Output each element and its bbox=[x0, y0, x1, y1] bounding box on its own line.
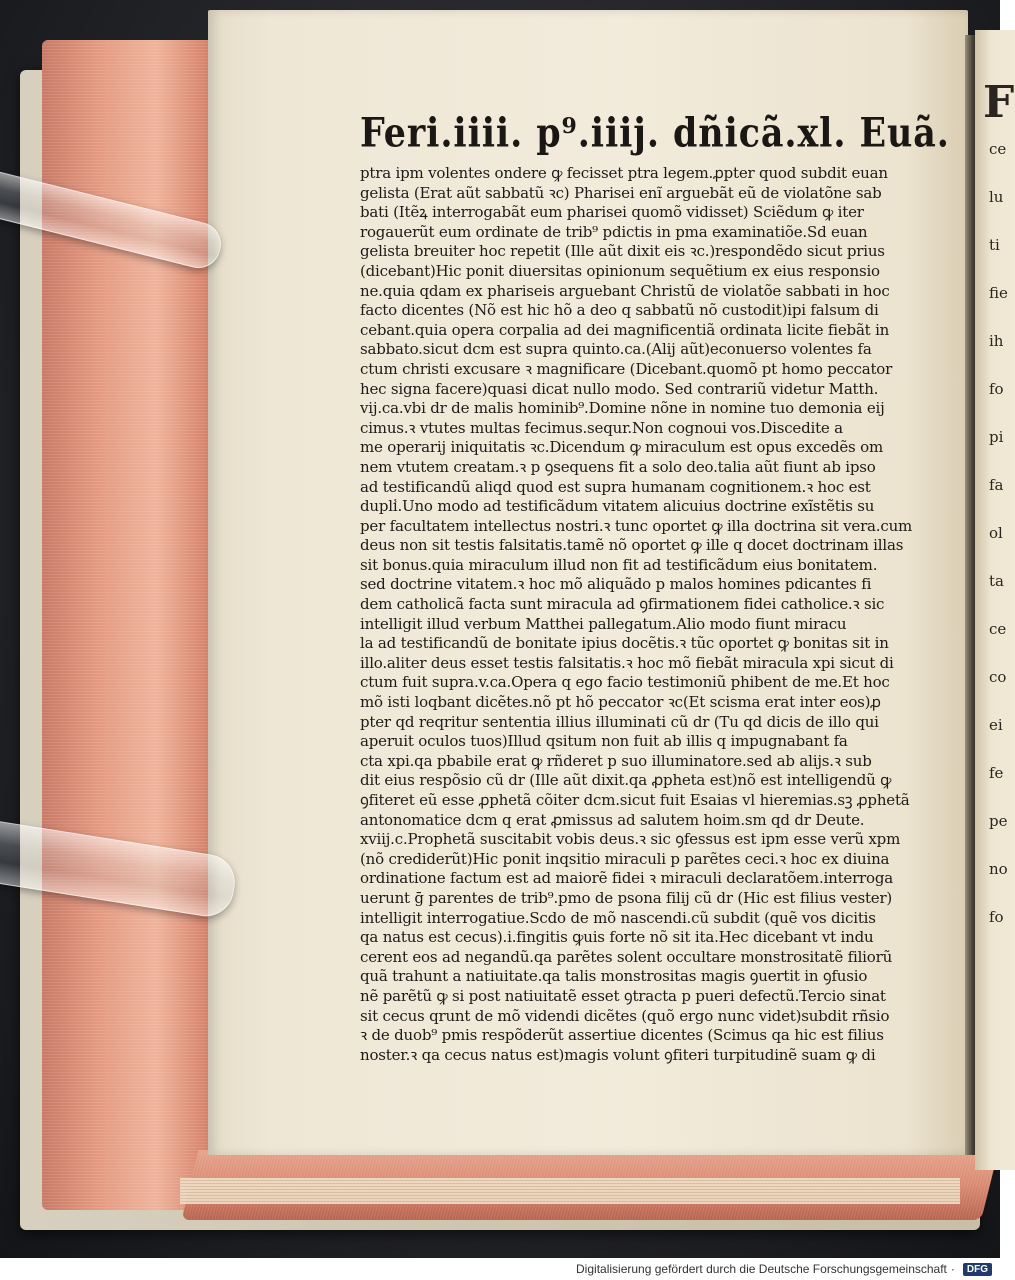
right-page-glyph: ei bbox=[989, 716, 1003, 734]
right-page-glyph: pi bbox=[989, 428, 1004, 446]
text-line: hec signa facere)quasi dicat nullo modo. Sed contrariũ videtur Matth. bbox=[360, 379, 879, 398]
footer-credit: Digitalisierung gefördert durch die Deutsche Forschungsgemeinschaft bbox=[576, 1262, 947, 1276]
dfg-logo[interactable]: DFG bbox=[963, 1263, 992, 1276]
text-line: aperuit oculos tuos)Illud qsitum non fuit ab illis q impugnabant fa bbox=[360, 732, 848, 751]
text-line: qa natus est cecus).i.fingitis ꝙuis forte nõ sit ita.Hec dicebant vt indu bbox=[360, 928, 874, 947]
text-line: ad testificandũ aliqd quod est supra humanam cognitionem.ꝛ hoc est bbox=[360, 477, 871, 496]
right-page-glyph: fo bbox=[989, 908, 1004, 926]
right-page-glyph: co bbox=[989, 668, 1007, 686]
footer-separator: · bbox=[950, 1262, 955, 1276]
text-line: dit eius respõsio cũ dr (Ille aũt dixit.qa ꝓpheta est)nõ est intelligendũ ꝙ bbox=[360, 771, 892, 790]
text-line: antonomatice dcm q erat ꝓmissus ad salutem hoim.sm qd dr Deute. bbox=[360, 810, 865, 829]
text-line: xviij.c.Prophetã suscitabit vobis deus.ꝛ sic ꝯfessus est ipm esse verũ xpm bbox=[360, 830, 901, 849]
text-line: gelista breuiter hoc repetit (Ille aũt dixit eis ꝛc.)respondẽdo sicut prius bbox=[360, 242, 885, 261]
text-line: sed doctrine vitatem.ꝛ hoc mõ aliquãdo p malos homines pdicantes fi bbox=[360, 575, 872, 594]
text-line: pter qd reqritur sententia illius illuminati cũ dr (Tu qd dicis de illo qui bbox=[360, 712, 879, 731]
right-page-glyph: no bbox=[989, 860, 1008, 878]
text-line: ptra ipm volentes ondere ꝙ fecisset ptra legem.ꝓpter quod subdit euan bbox=[360, 164, 888, 182]
right-page-glyph: ol bbox=[989, 524, 1003, 542]
text-line: rogauerũt eum ordinate de trib⁹ pdictis in pma examinatiõe.Sd euan bbox=[360, 222, 868, 241]
text-line: vij.ca.vbi dr de malis hominib⁹.Domine nõne in nomine tuo demonia eij bbox=[360, 399, 885, 418]
text-line: facto dicentes (Nõ est hic hõ a deo q sabbatũ nõ custodit)ipi falsum di bbox=[360, 301, 879, 320]
right-page-glyph: ih bbox=[989, 332, 1004, 350]
text-line: nem vtutem creatam.ꝛ p ꝯsequens fit a solo deo.talia aũt fiunt ab ipso bbox=[360, 457, 876, 476]
page-stack bbox=[180, 1178, 960, 1204]
text-line: per facultatem intellectus nostri.ꝛ tunc oportet ꝙ illa doctrina sit vera.cum bbox=[360, 516, 913, 535]
right-page-glyph: lu bbox=[989, 188, 1004, 206]
right-page-glyph: fie bbox=[989, 284, 1008, 302]
text-line: uerunt ḡ parentes de trib⁹.pmo de psona filij cũ dr (Hic est filius vester) bbox=[360, 888, 893, 907]
text-line: sabbato.sicut dcm est supra quinto.ca.(Alij aũt)econuerso volentes fa bbox=[360, 340, 872, 359]
text-line: sit bonus.quia miraculum illud non fit ad testificãdum eius bonitatem. bbox=[360, 555, 878, 574]
right-page-glyph: ce bbox=[989, 620, 1007, 638]
text-line: ctum christi excusare ꝛ magnificare (Dicebant.quomõ pt homo peccator bbox=[360, 359, 893, 378]
text-line: ꝛ de duob⁹ pmis respõderũt assertiue dicentes (Scimus qa hic est filius bbox=[360, 1026, 884, 1045]
text-line: cebant.quia opera corpalia ad dei magnificentiã ordinata licite fiebãt in bbox=[360, 320, 890, 339]
right-page-glyph: fa bbox=[989, 476, 1004, 494]
right-page-glyph: fo bbox=[989, 380, 1004, 398]
text-line: la ad testificandũ de bonitate ipius docẽtis.ꝛ tũc oportet ꝙ bonitas sit in bbox=[360, 634, 889, 653]
text-line: ne.quia qdam ex phariseis arguebant Christũ de violatõe sabbati in hoc bbox=[360, 281, 890, 300]
text-line: noster.ꝛ qa cecus natus est)magis volunt ꝯfiteri turpitudinẽ suam ꝙ di bbox=[360, 1045, 876, 1064]
right-page-sliver bbox=[975, 30, 1015, 1170]
text-line: ꝯfiteret eũ esse ꝓphetã cõiter dcm.sicut fuit Esaias vl hieremias.sꝫ ꝓphetã bbox=[360, 791, 910, 809]
text-line: dem catholicã facta sunt miracula ad ꝯfirmationem fidei catholice.ꝛ sic bbox=[360, 595, 885, 614]
text-line: mõ isti loqbant dicẽtes.nõ pt hõ peccator ꝛc(Et scisma erat inter eos)ꝓ bbox=[360, 693, 881, 712]
text-line: nẽ parẽtũ ꝙ si post natiuitatẽ esset ꝯtracta p pueri defectũ.Tercio sinat bbox=[360, 986, 886, 1005]
text-line: ordinatione factum est ad maiorẽ fidei ꝛ miraculi declaratõem.interroga bbox=[360, 869, 894, 888]
right-page-glyph: ce bbox=[989, 140, 1007, 158]
text-line: bati (Itẽꝝ interrogabãt eum pharisei quomõ vidisset) Sciẽdum ꝙ iter bbox=[360, 203, 864, 222]
right-page-glyph: ta bbox=[989, 572, 1004, 590]
text-line: cerent eos ad negandũ.qa parẽtes solent occultare monstrositatẽ filiorũ bbox=[360, 947, 893, 966]
page-text bbox=[360, 108, 950, 1065]
footer-bar bbox=[0, 1258, 1000, 1280]
text-line: illo.aliter deus esset testis falsitatis.ꝛ hoc mõ fiebãt miracula xpi sicut di bbox=[360, 653, 894, 672]
text-line: deus non sit testis falsitatis.tamẽ nõ oportet ꝙ ille q docet doctrinam illas bbox=[360, 536, 904, 555]
text-line: dupli̾.Uno modo ad testificãdum vitatem alicuius doctrine exĩstẽtis su bbox=[360, 497, 875, 516]
right-page-glyph: pe bbox=[989, 812, 1008, 830]
right-page-glyph: ti bbox=[989, 236, 1000, 254]
text-line: quã trahunt a natiuitate.qa talis monstrositas magis ꝯuertit in ꝯfusio bbox=[360, 967, 868, 986]
text-line: intelligit illud verbum Matthei pallegatum.Alio modo fiunt miracu bbox=[360, 614, 847, 633]
text-line: intelligit interrogatiue.Scdo de mõ nascendi.cũ subdit (quẽ vos dicitis bbox=[360, 908, 876, 927]
text-line: gelista (Erat aũt sabbatũ ꝛc) Pharisei enĩ arguebãt eũ de violatõne sab bbox=[360, 183, 882, 202]
text-line: ctum fuit supra.v.ca.Opera q ego facio testimoniũ phibent de me.Et hoc bbox=[360, 673, 890, 692]
text-line: (dicebant)Hic ponit diuersitas opinionum sequẽtium ex eius responsio bbox=[360, 261, 880, 280]
text-line: (nõ crediderũt)Hic ponit inqsitio miraculi p parẽtes ceci.ꝛ hoc ex diuina bbox=[360, 849, 890, 868]
body-text bbox=[360, 164, 950, 1065]
text-line: cta xpi.qa pbabile erat ꝙ rñderet p suo illuminatore.sed ab alijs.ꝛ sub bbox=[360, 751, 872, 770]
right-page-glyph: F bbox=[983, 77, 1015, 128]
right-page-glyph: fe bbox=[989, 764, 1004, 782]
text-line: cimus.ꝛ vtutes multas fecimus.sequr.Non cognoui vos.Discedite a bbox=[360, 418, 843, 437]
running-head: Feri.iiii. p⁹.iiij. dñicã.xl. Euã. bbox=[360, 108, 950, 157]
text-line: sit cecus qrunt de mõ videndi dicẽtes (quõ ergo nunc videt)subdit rñsio bbox=[360, 1006, 890, 1025]
text-line: me operarij iniquitatis ꝛc.Dicendum ꝙ miraculum est opus excedẽs om bbox=[360, 438, 883, 457]
